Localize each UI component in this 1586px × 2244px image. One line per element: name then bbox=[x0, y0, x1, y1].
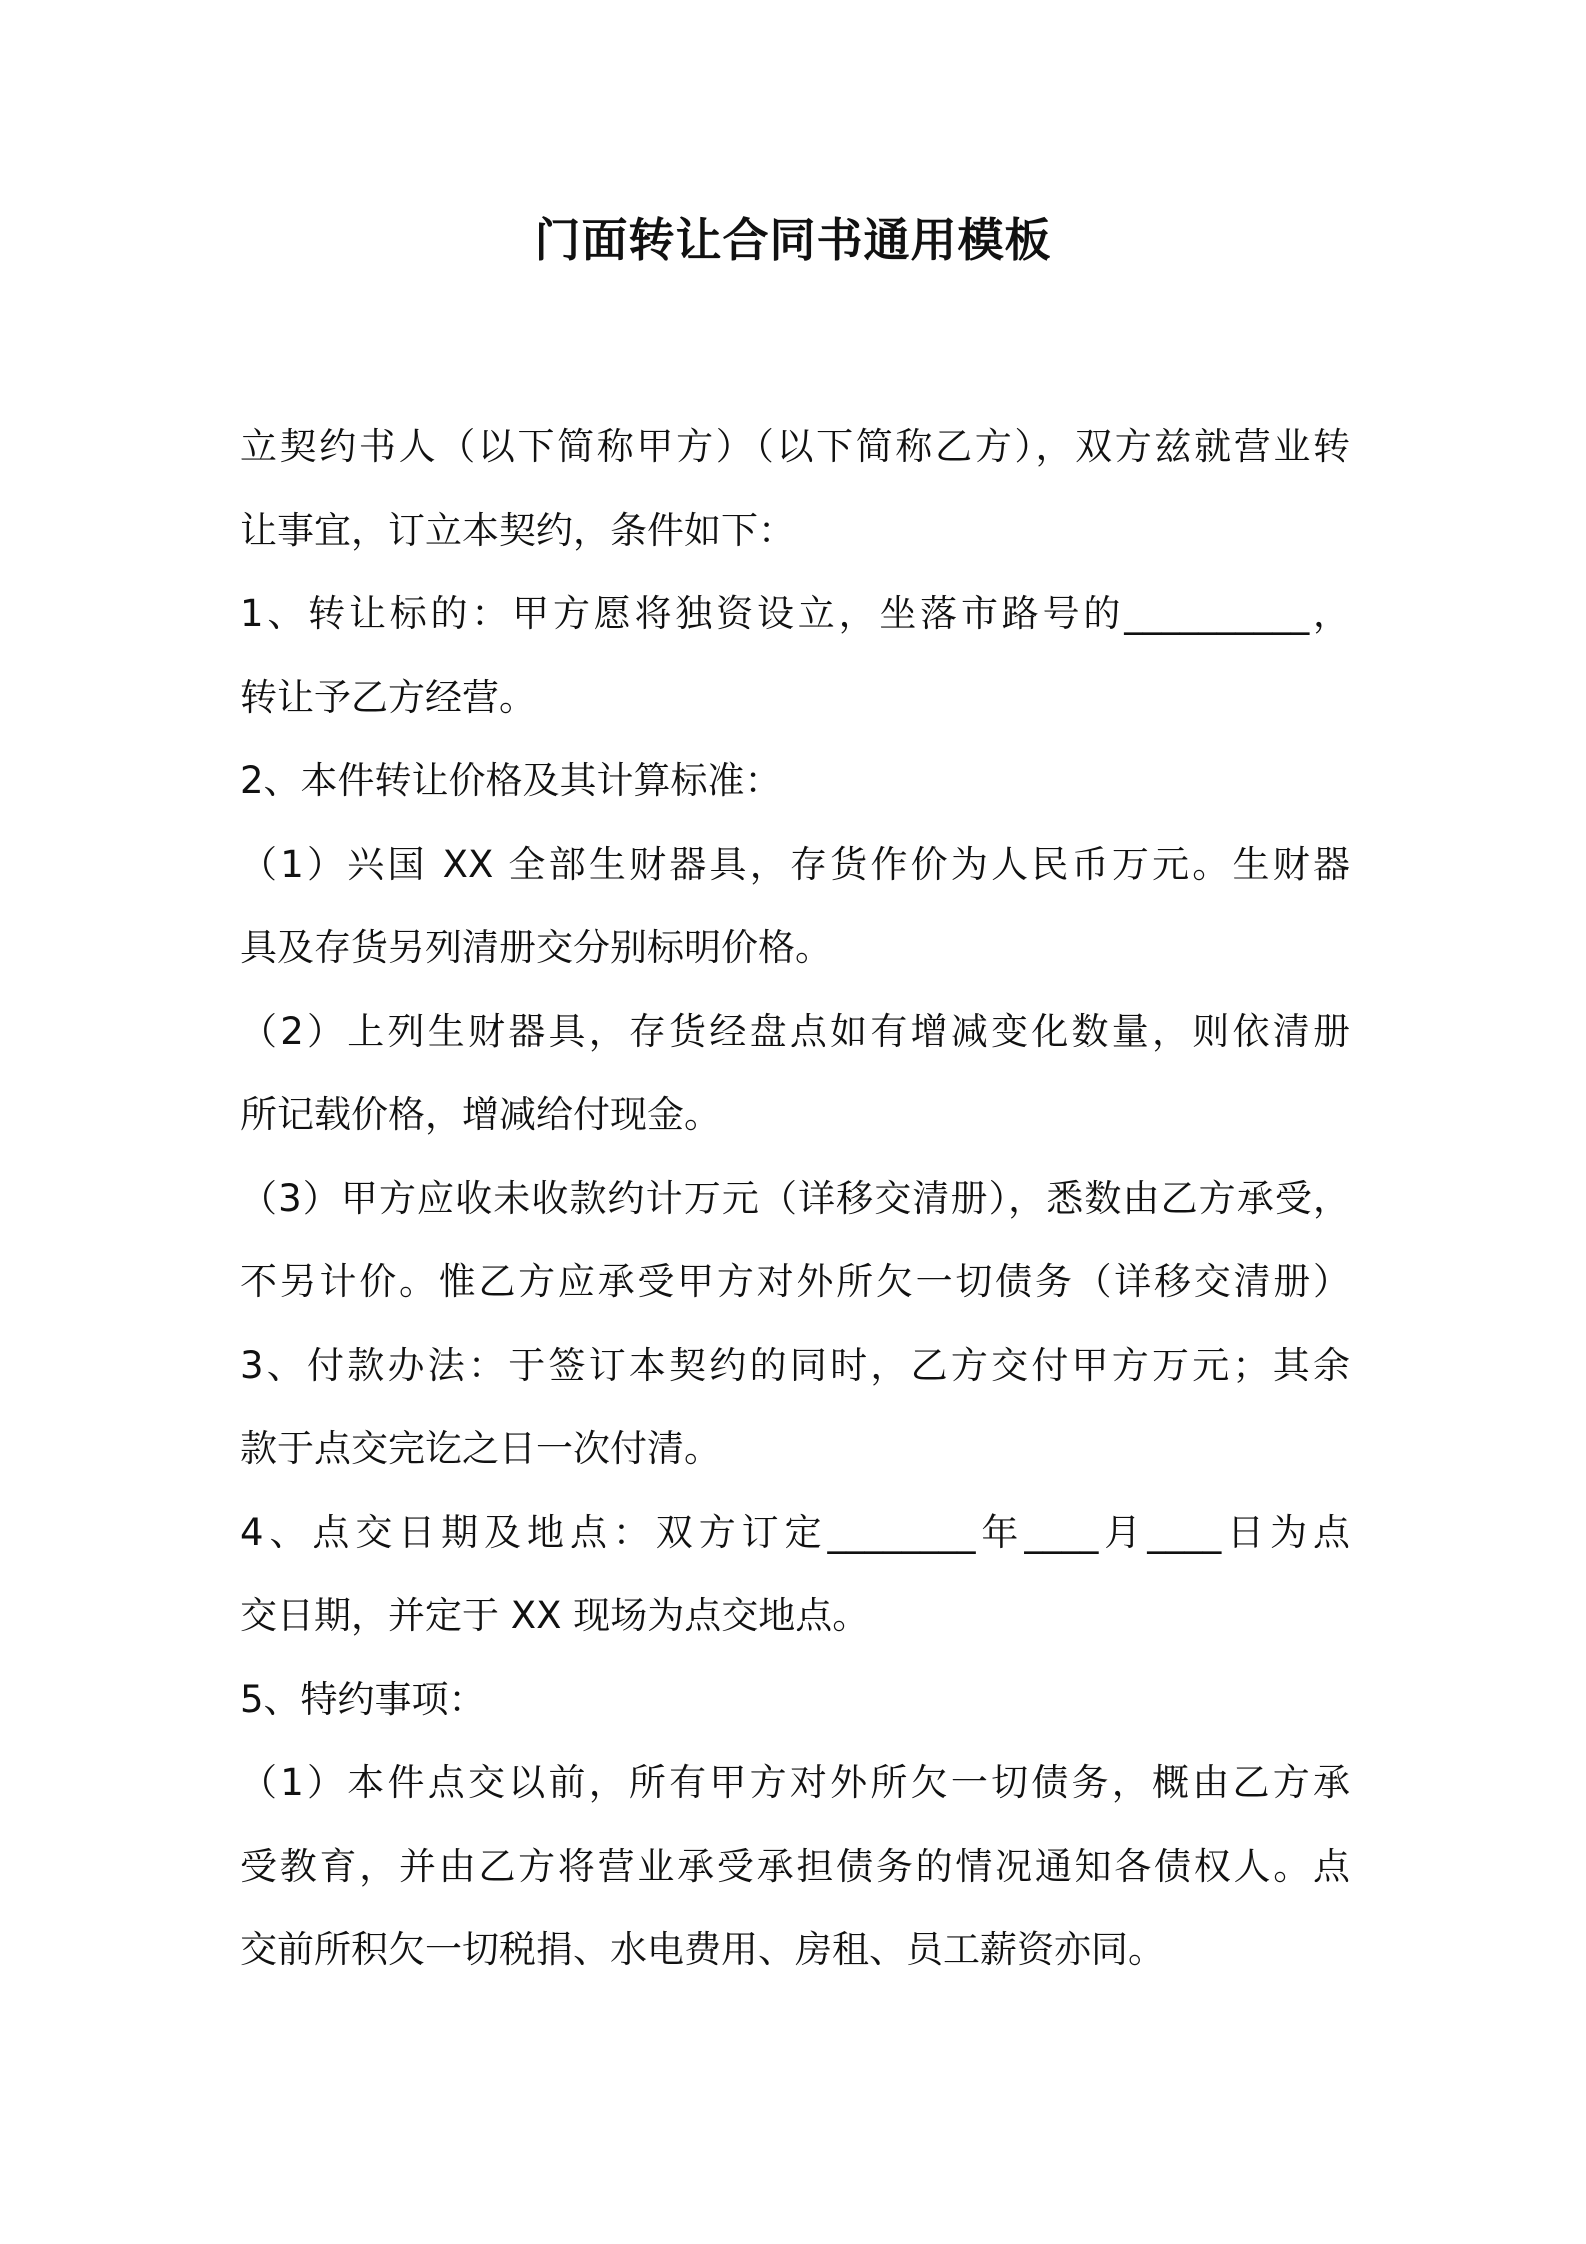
text-line: 受教育，并由乙方将营业承受承担债务的情况通知各债权人。点 bbox=[240, 1844, 1350, 1888]
text-line: 3、付款办法：于签订本契约的同时，乙方交付甲方万元；其余 bbox=[240, 1343, 1350, 1387]
text-line: 转让予乙方经营。 bbox=[240, 675, 536, 719]
text-line: 交前所积欠一切税捐、水电费用、房租、员工薪资亦同。 bbox=[240, 1928, 1165, 1971]
text-line: （2）上列生财器具，存货经盘点如有增减变化数量，则依清册 bbox=[240, 1009, 1350, 1053]
text-line: 款于点交完讫之日一次付清。 bbox=[240, 1427, 721, 1470]
text-line: 2、本件转让价格及其计算标准： bbox=[240, 759, 782, 802]
text-line: （3）甲方应收未收款约计万元（详移交清册），悉数由乙方承受， bbox=[240, 1176, 1350, 1220]
document-title: 门面转让合同书通用模板 bbox=[534, 213, 1052, 267]
text-line: （1）兴国 XX 全部生财器具，存货作价为人民币万元。生财器 bbox=[240, 842, 1350, 886]
text-line: 4、点交日期及地点：双方订定________年____月____日为点 bbox=[240, 1510, 1350, 1554]
text-line: 具及存货另列清册交分别标明价格。 bbox=[240, 926, 832, 969]
text-line: 所记载价格，增减给付现金。 bbox=[240, 1093, 721, 1136]
text-line: 5、特约事项： bbox=[240, 1677, 486, 1721]
text-line: 立契约书人（以下简称甲方）（以下简称乙方），双方兹就营业转 bbox=[240, 425, 1350, 468]
text-line: 让事宜，订立本契约，条件如下： bbox=[240, 508, 795, 552]
text-line: 交日期，并定于 XX 现场为点交地点。 bbox=[240, 1594, 870, 1637]
document-body bbox=[240, 405, 1350, 1992]
text-line: 1、转让标的：甲方愿将独资设立，坐落市路号的__________， bbox=[240, 592, 1350, 635]
text-line: 不另计价。惟乙方应承受甲方对外所欠一切债务（详移交清册） bbox=[240, 1260, 1350, 1303]
text-line: （1）本件点交以前，所有甲方对外所欠一切债务，概由乙方承 bbox=[240, 1761, 1350, 1804]
